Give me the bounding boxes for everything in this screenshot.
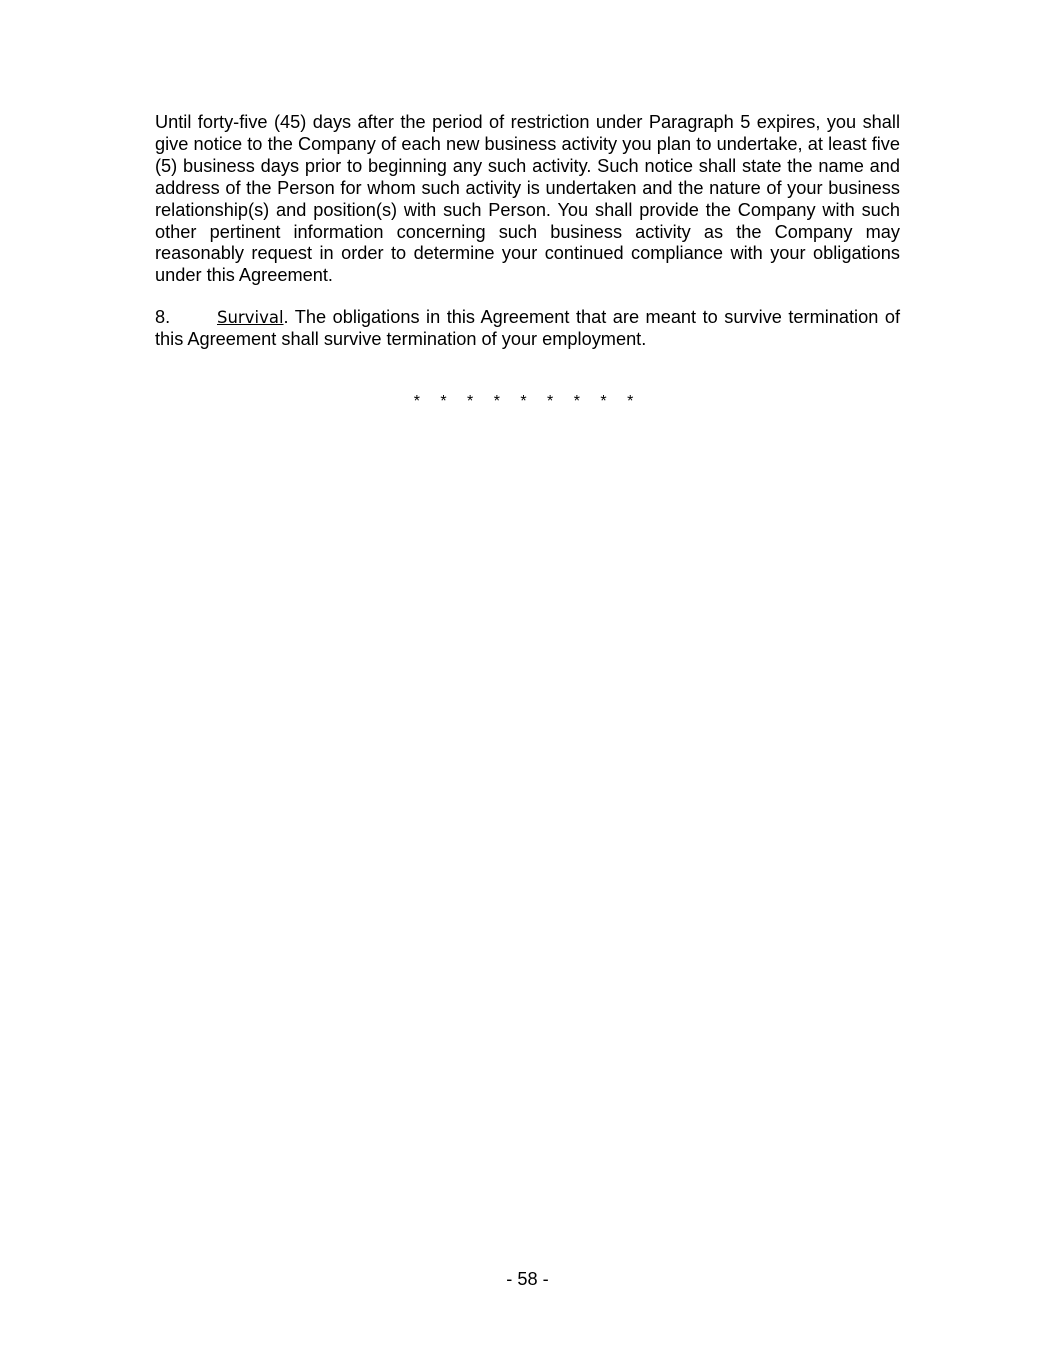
section-heading: Survival [217,308,284,327]
section-body-text: . The obligations in this Agreement that are meant to survive termination of this Agreement shall survive termination of your employment. [155,307,900,349]
page-number: - 58 - [506,1269,549,1289]
paragraph-notice-obligation: Until forty-five (45) days after the period of restriction under Paragraph 5 expires, you shall give notice to the Company of each new business activity you plan to undertake, at least five (5) business days prior to beginning any such activity. Such notice shall state the name and address of the Person for whom such activity is undertaken and the nature of your business relationship(s) and position(s) with such Person. You shall provide the Company with such other pertinent information concerning such business activity as the Company may reasonably request in order to determine your continued compliance with your obligations under this Agreement. [155,112,900,286]
section-8-survival [155,307,900,351]
asterisk-separator: * * * * * * * * * [413,393,642,410]
section-number: 8. [155,307,171,327]
